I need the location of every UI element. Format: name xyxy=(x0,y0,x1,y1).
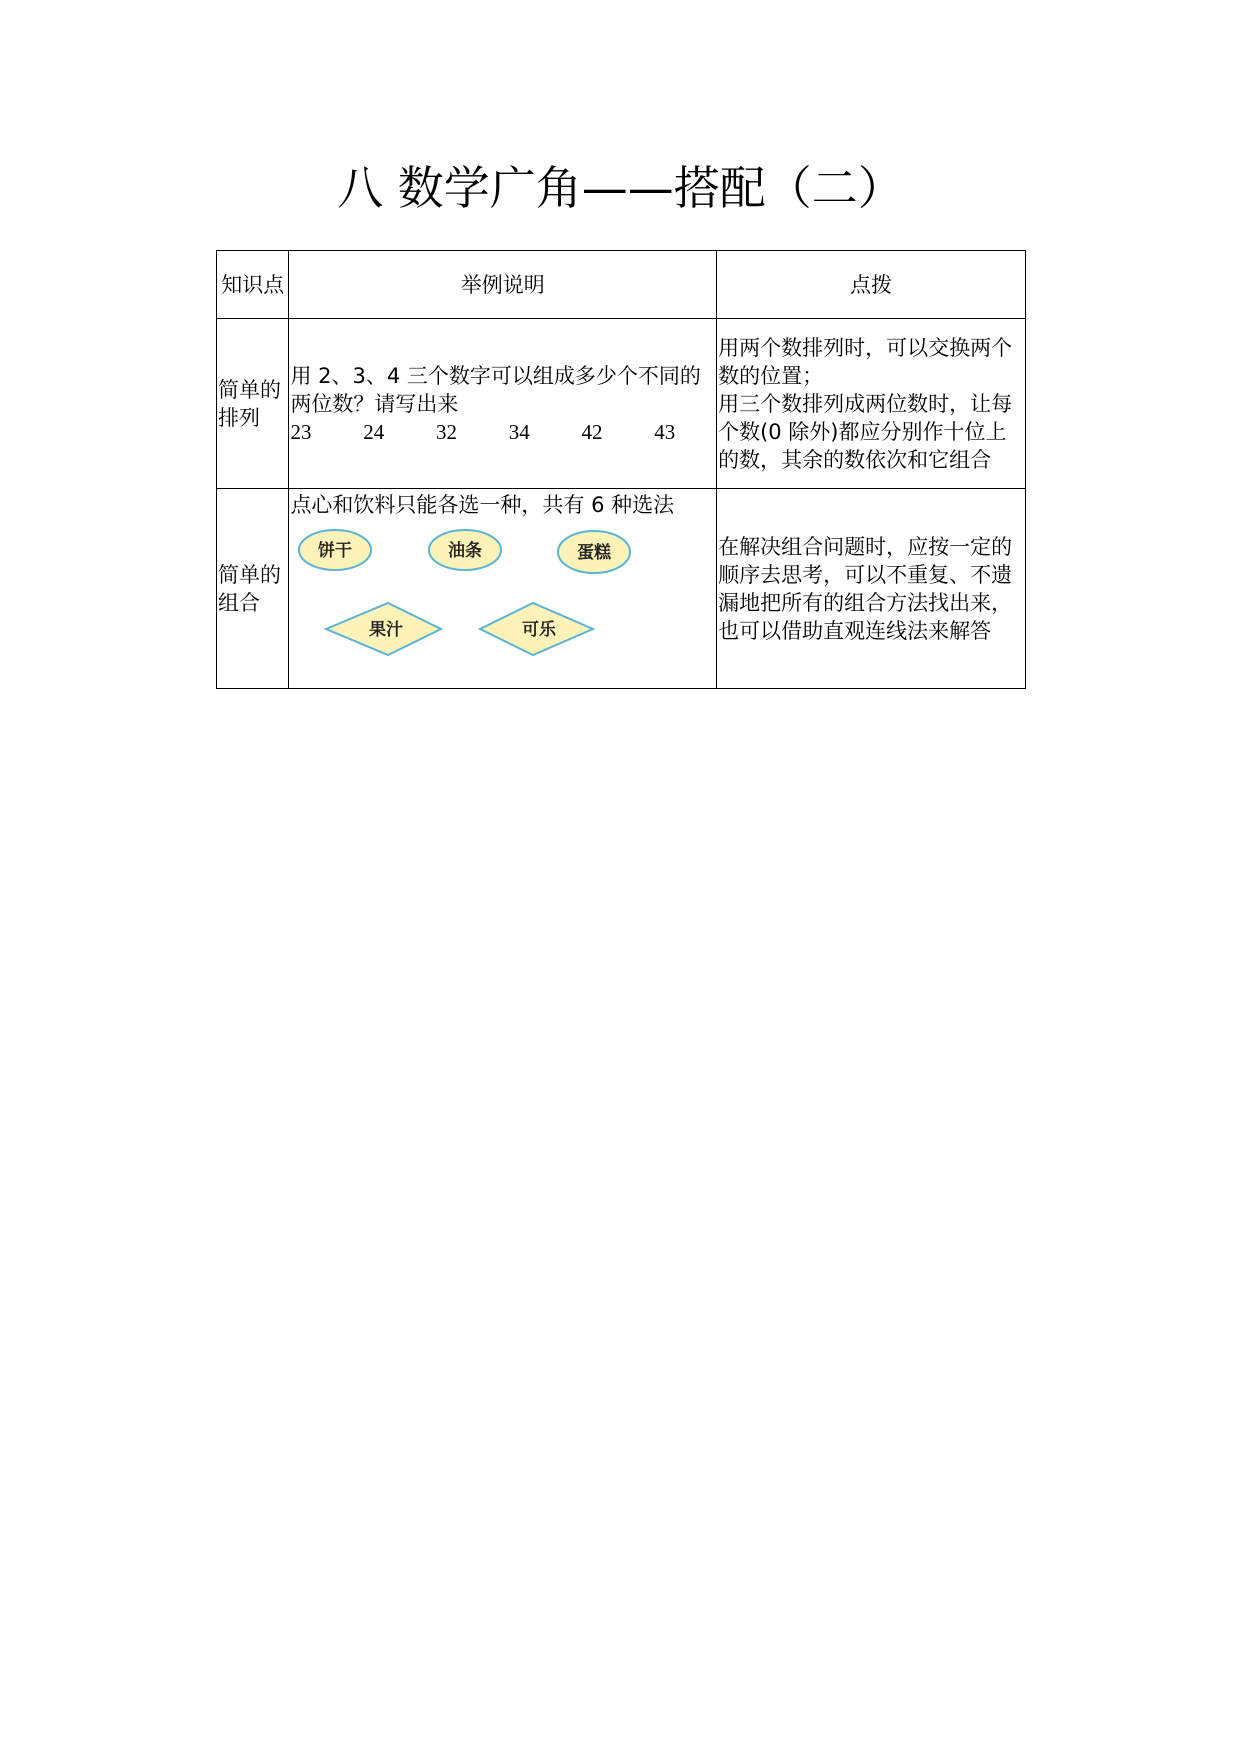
tip-line: 个数(0 除外)都应分别作十位上 xyxy=(718,419,1007,444)
page-title: 八 数学广角——搭配（二） xyxy=(337,161,904,215)
combination-svg xyxy=(290,519,710,669)
snack-label: 油条 xyxy=(448,541,483,561)
drink-diamond-2 xyxy=(480,603,593,655)
tip-line: 用两个数排列时，可以交换两个 xyxy=(718,335,1013,360)
topic-line: 简单的 xyxy=(218,377,281,402)
example-numbers: 23 24 32 34 42 43 xyxy=(290,419,676,444)
example-cell xyxy=(289,319,717,489)
topic-line: 组合 xyxy=(218,590,260,615)
example-line: 两位数？请写出来 xyxy=(290,391,459,416)
tip-line: 顺序去思考，可以不重复、不遗 xyxy=(718,562,1013,587)
tip-line: 也可以借助直观连线法来解答 xyxy=(718,618,992,643)
snack-oval-3 xyxy=(558,531,630,573)
example-line: 用 2、3、4 三个数字可以组成多少个不同的 xyxy=(290,363,701,388)
header-topic: 知识点 xyxy=(217,251,289,319)
example-cell xyxy=(289,489,717,689)
example-text: 点心和饮料只能各选一种，共有 6 种选法 xyxy=(290,493,675,517)
snack-label: 饼干 xyxy=(318,541,353,561)
tip-line: 的数，其余的数依次和它组合 xyxy=(718,447,992,472)
topic-line: 简单的 xyxy=(218,562,281,587)
snack-label: 蛋糕 xyxy=(577,543,612,563)
tip-cell xyxy=(717,319,1026,489)
knowledge-table xyxy=(216,250,1026,689)
topic-cell xyxy=(217,489,289,689)
tip-line: 数的位置； xyxy=(718,363,824,388)
drink-label: 果汁 xyxy=(369,620,404,640)
header-example: 举例说明 xyxy=(289,251,717,319)
table-row-permutation xyxy=(217,319,1026,489)
header-tip: 点拨 xyxy=(717,251,1026,319)
topic-line: 排列 xyxy=(218,405,260,430)
snack-oval-1 xyxy=(299,530,371,570)
tip-line: 漏地把所有的组合方法找出来， xyxy=(718,590,1013,615)
combination-figure xyxy=(290,519,710,669)
snack-oval-2 xyxy=(429,530,501,570)
tip-line: 在解决组合问题时，应按一定的 xyxy=(718,534,1013,559)
topic-cell xyxy=(217,319,289,489)
drink-label: 可乐 xyxy=(522,620,557,640)
tip-cell xyxy=(717,489,1026,689)
drink-diamond-1 xyxy=(326,603,441,655)
table-row-combination xyxy=(217,489,1026,689)
table-header-row xyxy=(217,251,1026,319)
tip-line: 用三个数排列成两位数时，让每 xyxy=(718,391,1013,416)
